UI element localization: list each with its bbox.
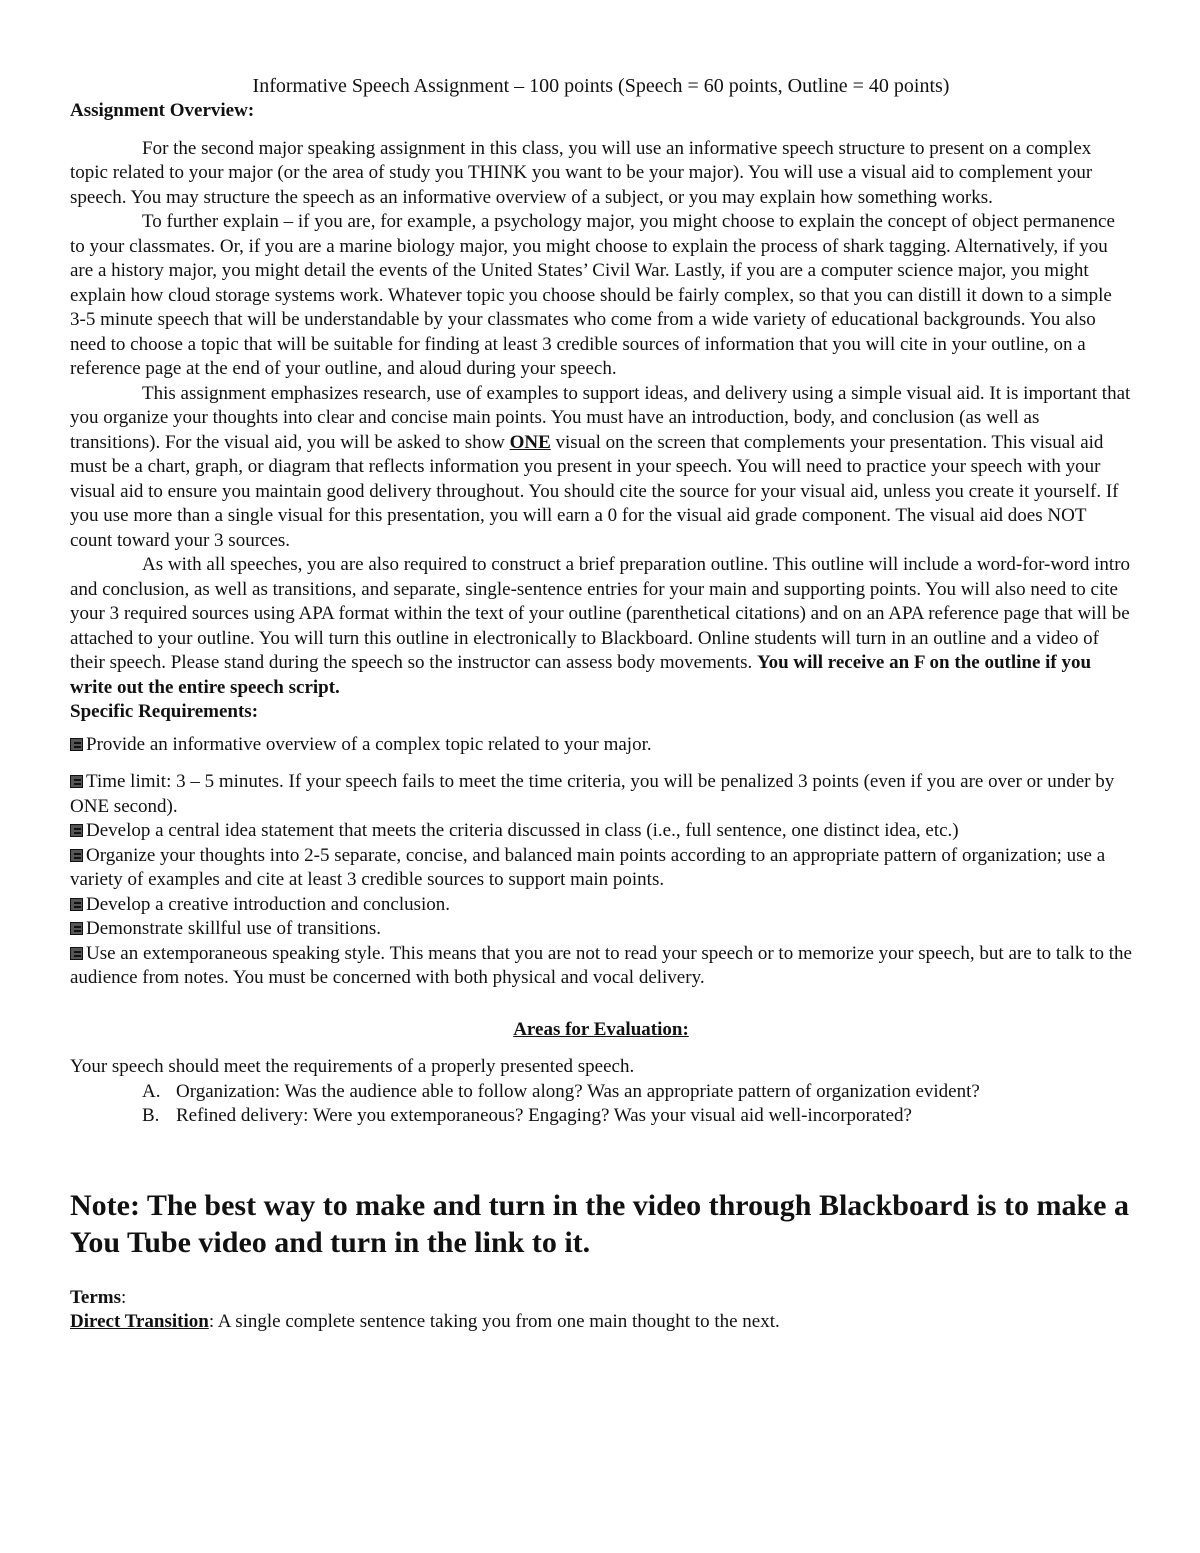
overview-paragraph-4 xyxy=(70,553,1132,700)
term-name: Direct Transition xyxy=(70,1311,209,1332)
overview-paragraph-1: For the second major speaking assignment in this class, you will use an informative speech structure to present on a complex topic related to your major (or the area of study you THINK you want to be your major). You will use a visual aid to complement your speech. You may structure the speech as an informative overview of a subject, or you may explain how something works. xyxy=(70,137,1093,208)
list-item xyxy=(70,893,1132,918)
requirement-text: Use an extemporaneous speaking style. This means that you are not to read your speech or to memorize your speech, but are to talk to the audience from notes. You must be concerned with both physical and vocal delivery. xyxy=(70,942,1132,988)
evaluation-criterion: Refined delivery: Were you extemporaneous? Engaging? Was your visual aid well-incorporated? xyxy=(176,1105,912,1126)
terms-label-text: Terms xyxy=(70,1286,122,1308)
overview-heading: Assignment Overview: xyxy=(70,100,255,121)
bullet-icon xyxy=(70,824,83,837)
one-emphasis: ONE xyxy=(509,431,551,453)
evaluation-intro: Your speech should meet the requirements of a properly presented speech. xyxy=(70,1056,635,1077)
document-page xyxy=(70,73,1132,1335)
list-item xyxy=(70,733,1132,758)
bullet-icon xyxy=(70,775,83,788)
bullet-icon xyxy=(70,738,83,751)
list-item xyxy=(70,844,1132,893)
term-definition xyxy=(70,1310,1132,1335)
list-item xyxy=(70,770,1132,819)
list-item xyxy=(70,942,1132,991)
overview-paragraph-3 xyxy=(70,382,1132,554)
bullet-icon xyxy=(70,849,83,862)
evaluation-heading: Areas for Evaluation: xyxy=(513,1018,689,1040)
overview-paragraph-3-text-rest: visual on the screen that complements your presentation. This visual aid must be a chart, graph, or diagram that reflects information you present in your speech. You will need to practice your speech with your visual aid to ensure you maintain good delivery throughout. You should cite the source for your visual aid, unless you create it yourself. If you use more than a single visual for this presentation, you will earn a 0 for the visual aid grade component. The visual aid does NOT count toward your 3 sources. xyxy=(70,431,1119,551)
terms-label xyxy=(70,1286,1132,1311)
list-item xyxy=(142,1080,1132,1105)
bullet-icon xyxy=(70,922,83,935)
page-title: Informative Speech Assignment – 100 points (Speech = 60 points, Outline = 40 points) xyxy=(252,75,950,97)
requirement-text: Develop a creative introduction and conclusion. xyxy=(86,893,451,915)
video-note: Note: The best way to make and turn in the video through Blackboard is to make a You Tube video and turn in the link to it. xyxy=(70,1188,1129,1259)
overview-paragraph-4-text: As with all speeches, you are also required to construct a brief preparation outline. This outline will include a word-for-word intro and conclusion, as well as transitions, and separate, single-sentence entries for your main and supporting points. You will also need to cite your 3 required sources using APA format within the text of your outline (parenthetical citations) and on an APA reference page that will be attached to your outline. You will turn this outline in electronically to Blackboard. Online students will turn in an outline and a video of their speech. Please stand during the speech so the instructor can assess body movements. xyxy=(70,554,1131,673)
outline-warning: You will receive an F on the outline if you write out the entire speech script. xyxy=(70,652,1092,698)
requirement-text: Demonstrate skillful use of transitions. xyxy=(86,918,381,939)
requirement-text: Organize your thoughts into 2-5 separate, concise, and balanced main points according to an appropriate pattern of organization; use a variety of examples and cite at least 3 credible sources to support main points. xyxy=(70,844,1106,890)
requirement-text: Time limit: 3 – 5 minutes. If your speech fails to meet the time criteria, you will be penalized 3 points (even if you are over or under by ONE second). xyxy=(70,771,1115,817)
list-marker: B. xyxy=(142,1105,160,1126)
term-definition-text: : A single complete sentence taking you from one main thought to the next. xyxy=(208,1311,780,1332)
requirement-text: Develop a central idea statement that meets the criteria discussed in class (i.e., full sentence, one distinct idea, etc.) xyxy=(86,820,959,841)
requirements-heading: Specific Requirements: xyxy=(70,701,259,722)
bullet-icon xyxy=(70,898,83,911)
evaluation-list xyxy=(70,1080,1132,1129)
list-item xyxy=(70,819,1132,844)
list-item xyxy=(142,1104,1132,1129)
list-marker: A. xyxy=(142,1080,161,1102)
overview-paragraph-3-text: This assignment emphasizes research, use of examples to support ideas, and delivery using a simple visual aid. It is important that you organize your thoughts into clear and concise main points. You must have an introduction, body, and conclusion (as well as transitions). For the visual aid, you will be asked to show xyxy=(70,382,1131,453)
evaluation-criterion: Organization: Was the audience able to follow along? Was an appropriate pattern of organization evident? xyxy=(176,1080,980,1102)
overview-paragraph-2: To further explain – if you are, for example, a psychology major, you might choose to explain the concept of object permanence to your classmates. Or, if you are a marine biology major, you might choose to explain the process of shark tagging. Alternatively, if you are a history major, you might detail the events of the United States’ Civil War. Lastly, if you are a computer science major, you might explain how cloud storage systems work. Whatever topic you choose should be fairly complex, so that you can distill it down to a simple 3-5 minute speech that will be understandable by your classmates who come from a wide variety of educational backgrounds. You also need to choose a topic that will be suitable for finding at least 3 credible sources of information that you will cite in your outline, on a reference page at the end of your outline, and aloud during your speech. xyxy=(70,211,1115,379)
list-item xyxy=(70,917,1132,942)
terms-colon: : xyxy=(121,1286,127,1308)
bullet-icon xyxy=(70,947,83,960)
requirement-text: Provide an informative overview of a complex topic related to your major. xyxy=(86,733,652,755)
requirements-list xyxy=(70,733,1132,991)
